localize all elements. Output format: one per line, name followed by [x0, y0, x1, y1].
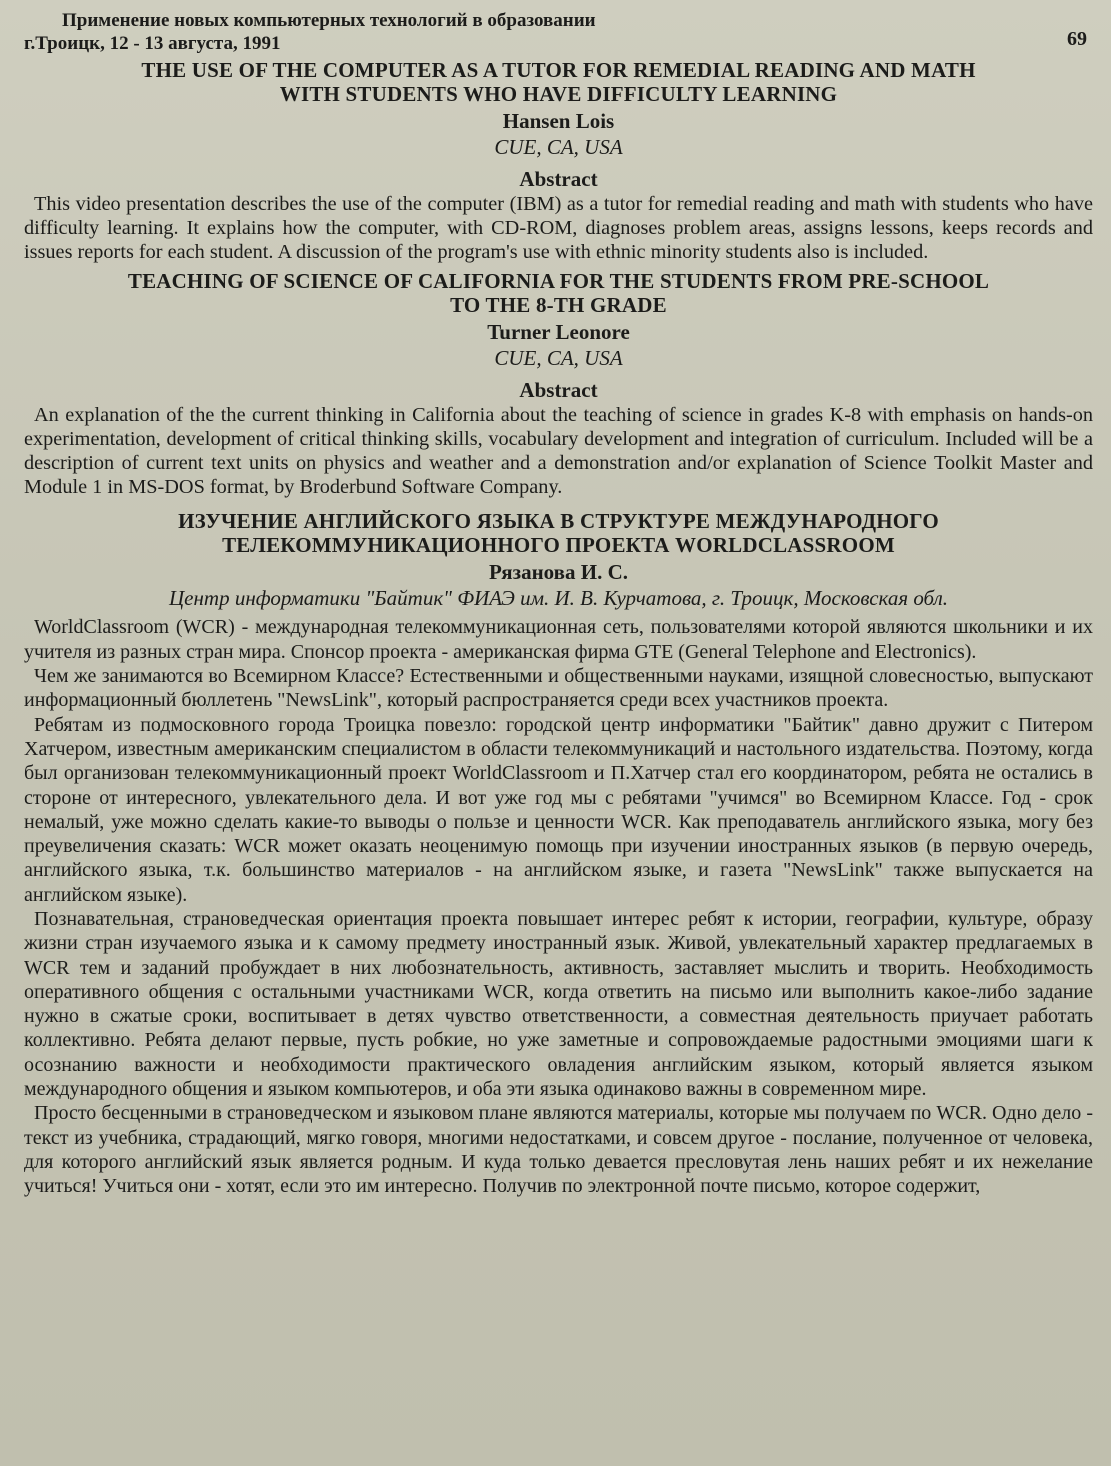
title-line: TEACHING OF SCIENCE OF CALIFORNIA FOR THE STUDENTS FROM PRE-SCHOOL [127, 268, 990, 293]
abstract-paragraph: This video presentation describes the use of the computer (IBM) as a tutor for remedial reading and math with students who have difficulty learning. It explains how the computer, with CD-ROM, diagnoses problem areas, assigns lessons, keeps records and issues reports for each student. A discussion of the program's use with ethnic minority students also is included. [24, 193, 1093, 264]
article-hansen [24, 58, 1093, 265]
title-line: ИЗУЧЕНИЕ АНГЛИЙСКОГО ЯЗЫКА В СТРУКТУРЕ МЕЖДУНАРОДНОГО [178, 509, 939, 534]
body-paragraph: WorldClassroom (WCR) - международная телекоммуникационная сеть, пользователями которой являются школьники и их учителя из разных стран мира. Спонсор проекта - американская фирма GTE (General Telephone and Electronics). [24, 616, 1093, 663]
abstract-heading: Abstract [519, 377, 598, 402]
article-affiliation: CUE, CA, USA [494, 135, 623, 159]
running-head-venue: г.Троицк, 12 - 13 августа, 1991 [24, 33, 281, 54]
article-author: Turner Leonore [487, 319, 630, 344]
page-number: 69 [1067, 28, 1087, 50]
body-paragraph: Ребятам из подмосковного города Троицка повезло: городской центр информатики "Байтик" давно дружит с Питером Хатчером, известным американским специалистом в области телекоммуникаций и настольного издательства. Поэтому, когда был организован телекоммуникационный проект WorldClassroom и П.Хатчер стал его координатором, ребята не остались в стороне от интересного, увлекательного дела. И вот уже год мы с ребятами "учимся" во Всемирном Классе. Год - срок немалый, уже можно сделать какие-то выводы о пользе и ценности WCR. Как преподаватель английского языка, могу без преувеличения сказать: WCR может оказать неоценимую помощь при изучении иностранных языков (в первую очередь, английского языка, т.к. большинство материалов - на английском языке, и газета "NewsLink" также выпускается на английском языке). [24, 713, 1093, 906]
abstract-paragraph: An explanation of the the current thinking in California about the teaching of science in grades K-8 with emphasis on hands-on experimentation, development of critical thinking skills, vocabulary development and integration of curriculum. Included will be a description of current text units on physics and weather and a demonstration and/or explanation of Science Toolkit Master and Module 1 in MS-DOS format, by Broderbund Software Company. [24, 403, 1093, 499]
article-title [24, 269, 1093, 317]
title-line: ТЕЛЕКОММУНИКАЦИОННОГО ПРОЕКТА WORLDCLASSROOM [222, 533, 895, 558]
title-line: WITH STUDENTS WHO HAVE DIFFICULTY LEARNING [279, 82, 838, 106]
article-turner [24, 269, 1093, 500]
article-ryazanova [24, 509, 1093, 1198]
body-paragraph: Чем же занимаются во Всемирном Классе? Естественными и общественными науками, изящной словесностью, выпускают информационный бюллетень "NewsLink", который распространяется среди всех участников проекта. [24, 665, 1093, 712]
abstract-heading: Abstract [519, 167, 598, 191]
article-author: Hansen Lois [502, 109, 615, 133]
title-line: THE USE OF THE COMPUTER AS A TUTOR FOR REMEDIAL READING AND MATH [141, 58, 976, 82]
running-head [24, 6, 1093, 58]
article-affiliation: Центр информатики "Байтик" ФИАЭ им. И. В. Курчатова, г. Троицк, Московская обл. [169, 586, 948, 611]
article-author: Рязанова И. С. [488, 560, 628, 585]
body-paragraph: Познавательная, страноведческая ориентация проекта повышает интерес ребят к истории, географии, культуре, образу жизни стран изучаемого языка и к самому предмету иностранный язык. Живой, увлекательный характер предлагаемых в WCR тем и заданий пробуждает в них любознательность, активность, заставляет мыслить и творить. Необходимость оперативного общения с остальными участниками WCR, когда ответить на письмо или выполнить какое-либо задание нужно в сжатые сроки, воспитывает в детях чувство ответственности, а совместная деятельность приучает работать коллективно. Ребята делают первые, пусть робкие, но уже заметные и сопровождаемые радостными эмоциями шаги к осознанию важности и необходимости практического овладения английским языком, который является языком международного общения и языком компьютеров, и оба эти языка одинаково важны в современном мире. [24, 907, 1093, 1101]
running-head-series: Применение новых компьютерных технологий в образовании [62, 10, 596, 31]
article-title [24, 58, 1093, 106]
title-line: TO THE 8-TH GRADE [450, 292, 667, 317]
article-affiliation: CUE, CA, USA [494, 345, 623, 370]
article-title [24, 509, 1093, 557]
body-paragraph: Просто бесценными в страноведческом и языковом плане являются материалы, которые мы получаем по WCR. Одно дело - текст из учебника, страдающий, мягко говоря, многими недостатками, и совсем другое - послание, полученное от человека, для которого английский язык является родным. И куда только девается пресловутая лень наших ребят и их нежелание учиться! Учиться они - хотят, если это им интересно. Получив по электронной почте письмо, которое содержит, [24, 1102, 1093, 1198]
